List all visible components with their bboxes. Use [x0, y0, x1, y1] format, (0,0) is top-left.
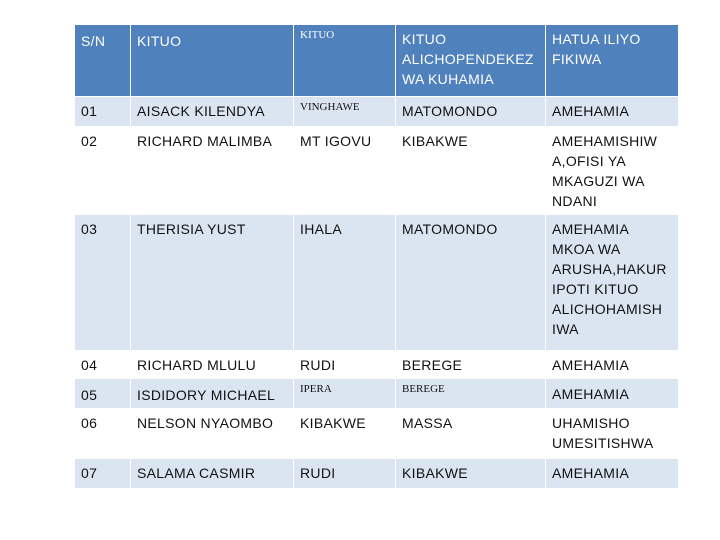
cell-station: RUDI	[294, 351, 396, 379]
header-status: HATUA ILIYO FIKIWA	[546, 25, 679, 97]
cell-name: RICHARD MLULU	[131, 351, 294, 379]
cell-status: AMEHAMIA	[546, 379, 679, 409]
table-row	[75, 459, 679, 489]
cell-new-station: KIBAKWE	[396, 459, 546, 489]
table-header-row	[75, 25, 679, 97]
cell-station: KIBAKWE	[294, 409, 396, 459]
table-row	[75, 409, 679, 459]
cell-sn: 01	[75, 97, 131, 127]
cell-sn: 03	[75, 215, 131, 351]
cell-sn: 05	[75, 379, 131, 409]
cell-status: AMEHAMIA	[546, 351, 679, 379]
table-row	[75, 97, 679, 127]
cell-new-station: MATOMONDO	[396, 97, 546, 127]
cell-sn: 06	[75, 409, 131, 459]
cell-new-station: BEREGE	[396, 351, 546, 379]
cell-new-station: MASSA	[396, 409, 546, 459]
cell-station: VINGHAWE	[294, 97, 396, 127]
cell-sn: 07	[75, 459, 131, 489]
cell-station: MT IGOVU	[294, 127, 396, 215]
header-name: KITUO	[131, 25, 294, 97]
cell-name: NELSON NYAOMBO	[131, 409, 294, 459]
cell-status: AMEHAMISHIW A,OFISI YA MKAGUZI WA NDANI	[546, 127, 679, 215]
cell-new-station: BEREGE	[396, 379, 546, 409]
header-sn: S/N	[75, 25, 131, 97]
cell-sn: 04	[75, 351, 131, 379]
header-station: KITUO	[294, 25, 396, 97]
cell-name: ISDIDORY MICHAEL	[131, 379, 294, 409]
cell-sn: 02	[75, 127, 131, 215]
cell-new-station: KIBAKWE	[396, 127, 546, 215]
table-row	[75, 379, 679, 409]
table-row	[75, 215, 679, 351]
cell-name: THERISIA YUST	[131, 215, 294, 351]
table-row	[75, 351, 679, 379]
cell-status: AMEHAMIA	[546, 97, 679, 127]
cell-station: IPERA	[294, 379, 396, 409]
cell-station: RUDI	[294, 459, 396, 489]
cell-station: IHALA	[294, 215, 396, 351]
transfer-table	[74, 24, 679, 489]
cell-new-station: MATOMONDO	[396, 215, 546, 351]
cell-name: RICHARD MALIMBA	[131, 127, 294, 215]
table-row	[75, 127, 679, 215]
cell-status: UHAMISHO UMESITISHWA	[546, 409, 679, 459]
cell-name: AISACK KILENDYA	[131, 97, 294, 127]
cell-name: SALAMA CASMIR	[131, 459, 294, 489]
cell-status: AMEHAMIA MKOA WA ARUSHA,HAKUR IPOTI KITUO ALICHOHAMISH IWA	[546, 215, 679, 351]
cell-status: AMEHAMIA	[546, 459, 679, 489]
header-new-station: KITUO ALICHOPENDEKEZ WA KUHAMIA	[396, 25, 546, 97]
